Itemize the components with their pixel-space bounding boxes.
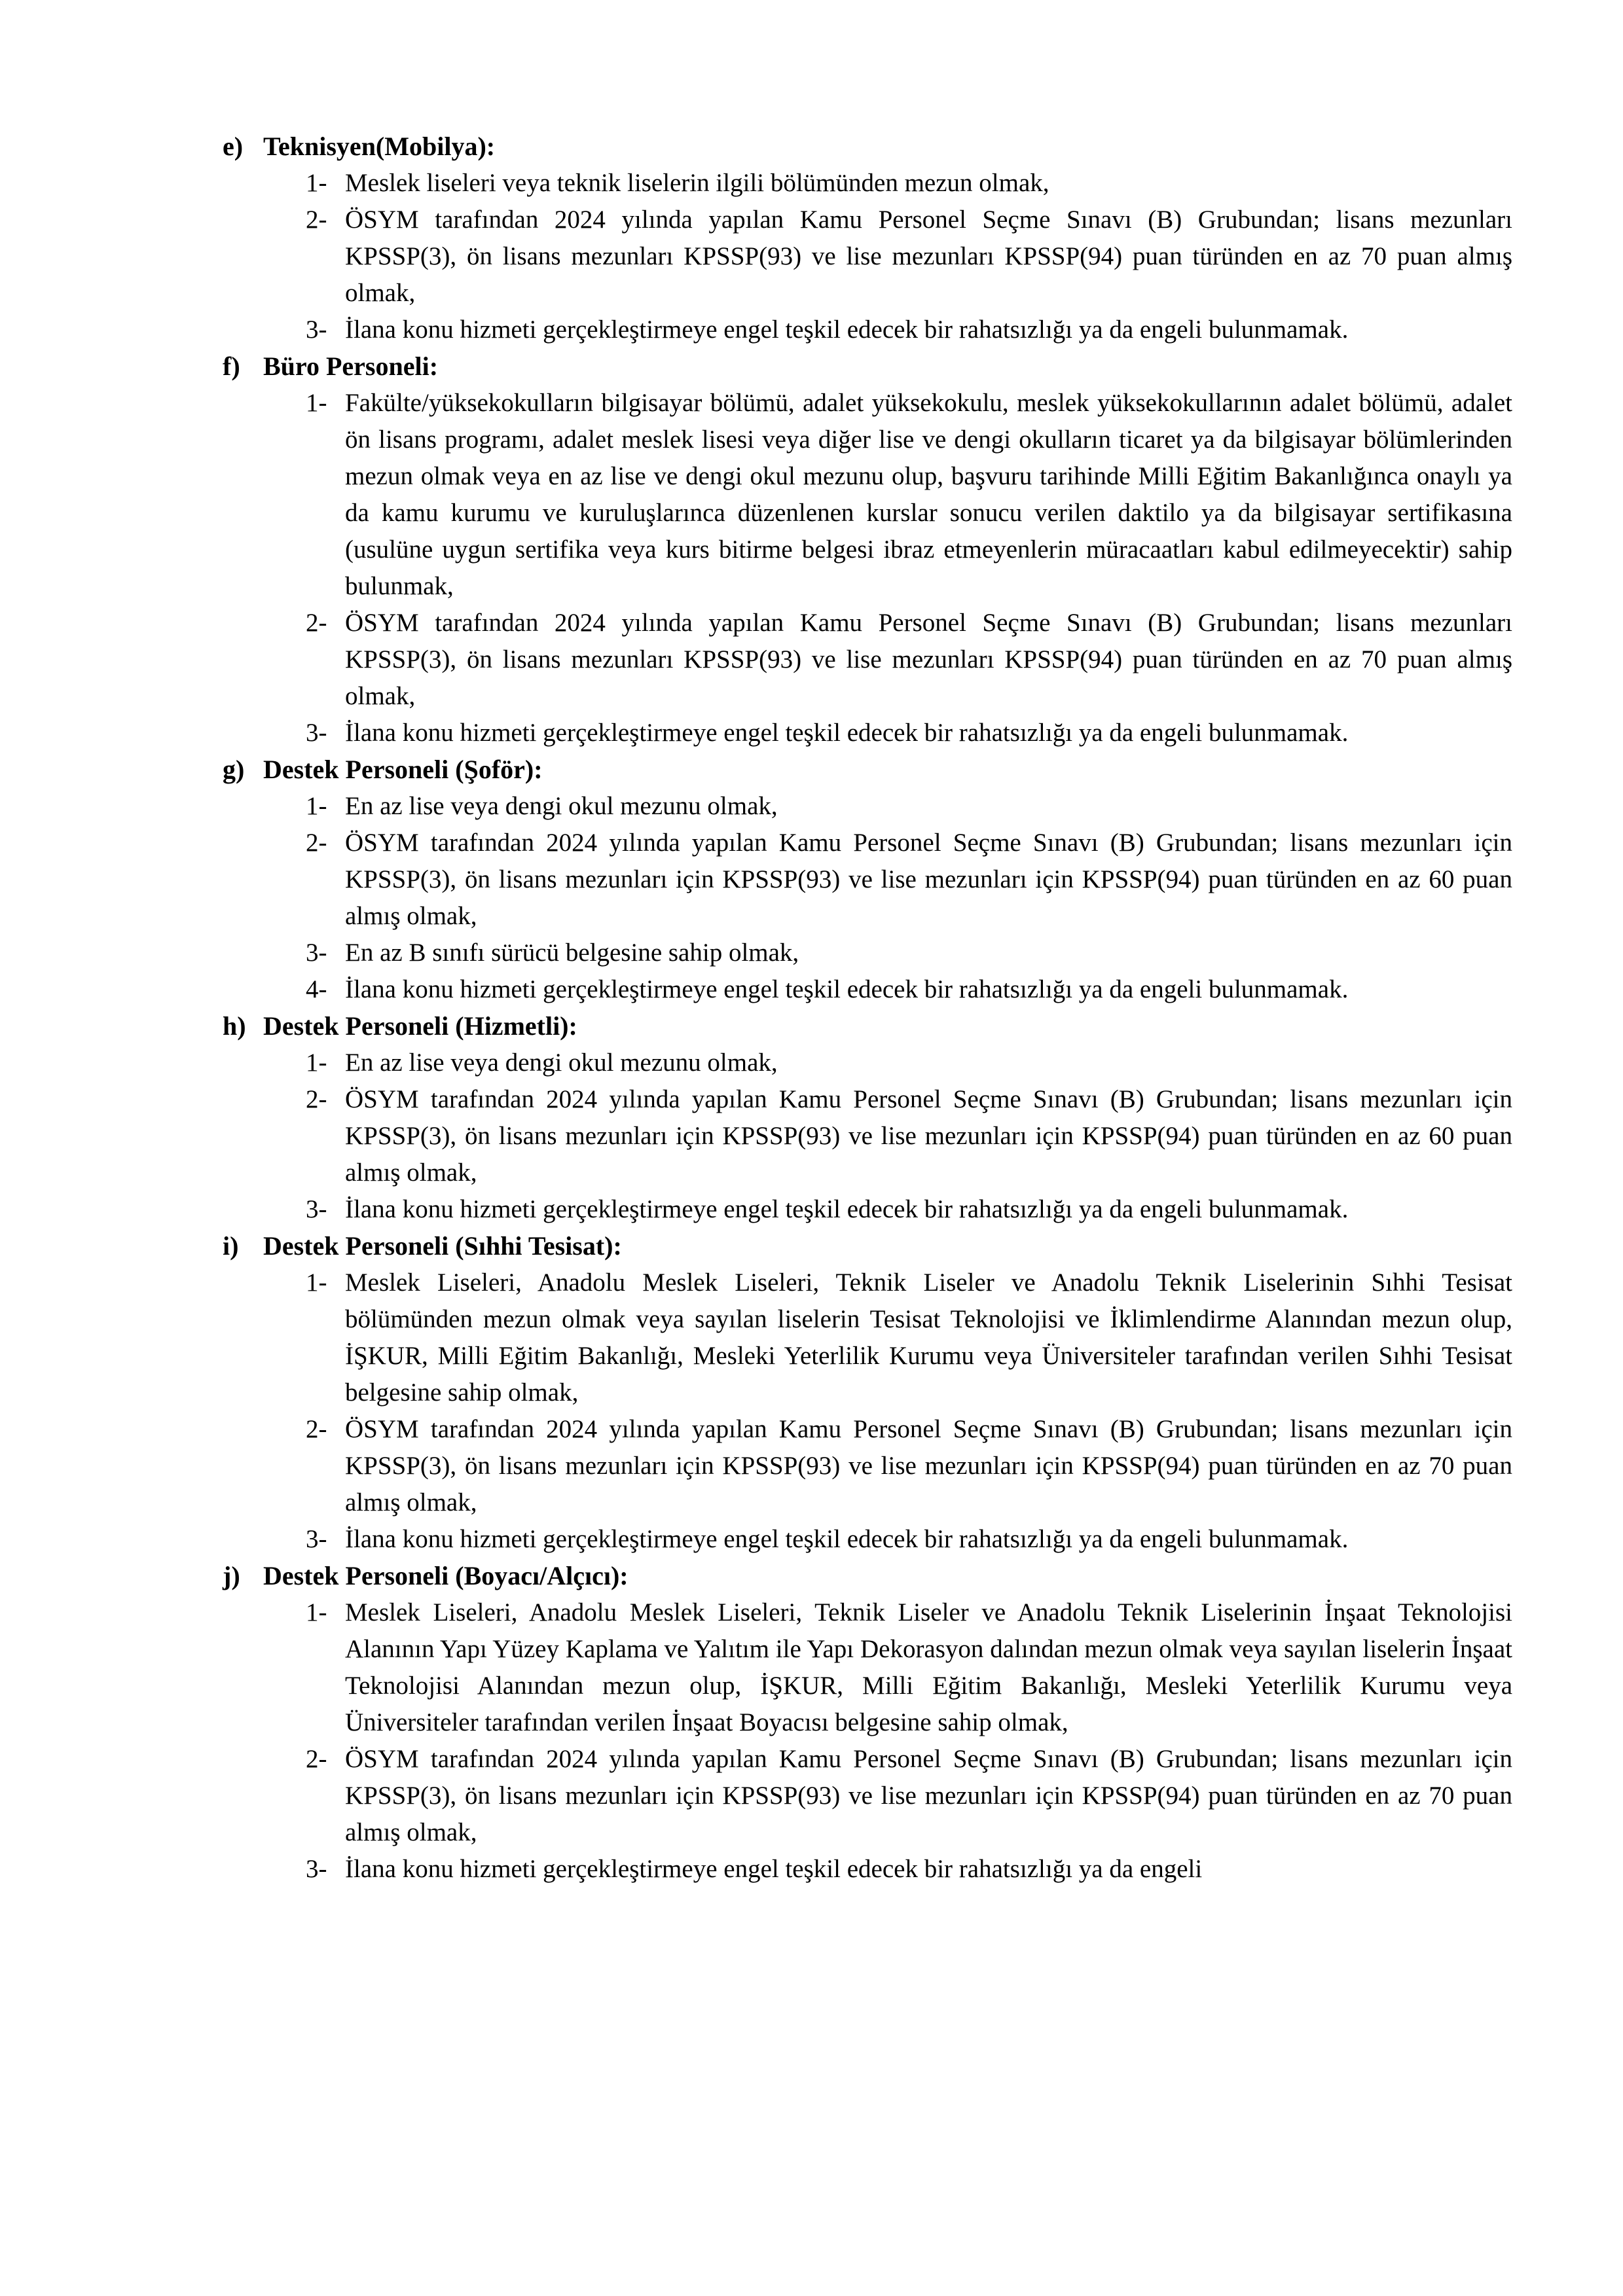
item-text: ÖSYM tarafından 2024 yılında yapılan Kamu Personel Seçme Sınavı (B) Grubundan; lisans mezunları için KPSSP(3), ön lisans mezunları için KPSSP(93) ve lise mezunları için KPSSP(94) puan türünden en az 70 puan almış olmak, xyxy=(345,1745,1512,1846)
item-marker: 3- xyxy=(306,719,327,747)
item-text: İlana konu hizmeti gerçekleştirmeye engel teşkil edecek bir rahatsızlığı ya da engeli bulunmamak. xyxy=(345,1195,1349,1223)
item-text: İlana konu hizmeti gerçekleştirmeye engel teşkil edecek bir rahatsızlığı ya da engeli bulunmamak. xyxy=(345,975,1349,1003)
item-marker: 2- xyxy=(306,1085,327,1113)
item-marker: 1- xyxy=(306,1268,327,1297)
section-title: Destek Personeli (Hizmetli): xyxy=(263,1011,577,1041)
section-heading xyxy=(223,1228,1514,1265)
section-title: Teknisyen(Mobilya): xyxy=(263,132,496,161)
item-marker: 3- xyxy=(306,1525,327,1553)
section-title: Büro Personeli: xyxy=(263,351,439,381)
section-marker: i) xyxy=(223,1231,239,1261)
requirement-list xyxy=(223,165,1514,348)
item-marker: 1- xyxy=(306,169,327,197)
requirement-item xyxy=(223,1594,1514,1741)
requirement-item xyxy=(223,165,1514,202)
item-text: En az B sınıfı sürücü belgesine sahip olmak, xyxy=(345,939,799,967)
requirement-item xyxy=(223,935,1514,971)
section-marker: g) xyxy=(223,755,245,784)
requirement-item xyxy=(223,1265,1514,1411)
section-heading xyxy=(223,348,1514,385)
section-heading xyxy=(223,1558,1514,1594)
item-text: Meslek Liseleri, Anadolu Meslek Liseleri, Teknik Liseler ve Anadolu Teknik Liselerinin İnşaat Teknolojisi Alanının Yapı Yüzey Kaplama ve Yalıtım ile Yapı Dekorasyon dalından mezun olmak veya sayılan liselerin İnşaat Teknolojisi Alanından mezun olup, İŞKUR, Milli Eğitim Bakanlığı, Mesleki Yeterlilik Kurumu veya Üniversiteler tarafından verilen İnşaat Boyacısı belgesine sahip olmak, xyxy=(345,1598,1512,1736)
item-marker: 1- xyxy=(306,389,327,417)
requirement-item xyxy=(223,1081,1514,1191)
requirement-section xyxy=(223,348,1514,751)
item-marker: 4- xyxy=(306,975,327,1003)
item-text: ÖSYM tarafından 2024 yılında yapılan Kamu Personel Seçme Sınavı (B) Grubundan; lisans mezunları KPSSP(3), ön lisans mezunları KPSSP(93) ve lise mezunları KPSSP(94) puan türünden en az 70 puan almış olmak, xyxy=(345,609,1512,710)
requirement-list xyxy=(223,788,1514,1008)
item-marker: 2- xyxy=(306,609,327,637)
item-marker: 1- xyxy=(306,1049,327,1077)
section-title: Destek Personeli (Boyacı/Alçıcı): xyxy=(263,1561,629,1590)
requirement-item xyxy=(223,715,1514,751)
item-text: Meslek Liseleri, Anadolu Meslek Liseleri, Teknik Liseler ve Anadolu Teknik Liselerinin Sıhhi Tesisat bölümünden mezun olmak veya sayılan liselerin Tesisat Teknolojisi ve İklimlendirme Alanından mezun olup, İŞKUR, Milli Eğitim Bakanlığı, Mesleki Yeterlilik Kurumu veya Üniversiteler tarafından verilen Sıhhi Tesisat belgesine sahip olmak, xyxy=(345,1268,1512,1407)
requirement-item xyxy=(223,1045,1514,1081)
item-text: İlana konu hizmeti gerçekleştirmeye engel teşkil edecek bir rahatsızlığı ya da engeli bulunmamak. xyxy=(345,719,1349,747)
document-body xyxy=(223,128,1514,1888)
requirement-section xyxy=(223,128,1514,348)
requirement-list xyxy=(223,1594,1514,1888)
requirement-item xyxy=(223,1741,1514,1851)
item-text: Fakülte/yüksekokulların bilgisayar bölümü, adalet yüksekokulu, meslek yüksekokullarının adalet bölümü, adalet ön lisans programı, adalet meslek lisesi veya diğer lise ve dengi okulların ticaret ya da bilgisayar bölümlerinden mezun olmak veya en az lise ve dengi okul mezunu olup, başvuru tarihinde Milli Eğitim Bakanlığınca onaylı ya da kamu kurumu ve kuruluşlarınca düzenlenen kurslar sonucu verilen daktilo ya da bilgisayar sertifikasına (usulüne uygun sertifika veya kurs bitirme belgesi ibraz etmeyenlerin müracaatları kabul edilmeyecektir) sahip bulunmak, xyxy=(345,389,1512,600)
requirement-list xyxy=(223,1045,1514,1228)
requirement-item xyxy=(223,825,1514,935)
section-heading xyxy=(223,128,1514,165)
item-marker: 3- xyxy=(306,315,327,344)
requirement-item xyxy=(223,971,1514,1008)
item-marker: 2- xyxy=(306,206,327,234)
item-marker: 1- xyxy=(306,1598,327,1626)
item-marker: 2- xyxy=(306,1745,327,1773)
item-text: En az lise veya dengi okul mezunu olmak, xyxy=(345,792,778,820)
item-text: İlana konu hizmeti gerçekleştirmeye engel teşkil edecek bir rahatsızlığı ya da engeli bulunmamak. xyxy=(345,1525,1349,1553)
section-heading xyxy=(223,751,1514,788)
item-marker: 2- xyxy=(306,1415,327,1443)
item-text: İlana konu hizmeti gerçekleştirmeye engel teşkil edecek bir rahatsızlığı ya da engeli xyxy=(345,1855,1203,1883)
section-marker: h) xyxy=(223,1011,246,1041)
section-title: Destek Personeli (Şoför): xyxy=(263,755,543,784)
item-marker: 3- xyxy=(306,939,327,967)
item-text: ÖSYM tarafından 2024 yılında yapılan Kamu Personel Seçme Sınavı (B) Grubundan; lisans mezunları için KPSSP(3), ön lisans mezunları için KPSSP(93) ve lise mezunları için KPSSP(94) puan türünden en az 60 puan almış olmak, xyxy=(345,829,1512,930)
requirement-item xyxy=(223,605,1514,715)
section-heading xyxy=(223,1008,1514,1045)
requirement-item xyxy=(223,788,1514,825)
requirement-item xyxy=(223,1521,1514,1558)
item-text: ÖSYM tarafından 2024 yılında yapılan Kamu Personel Seçme Sınavı (B) Grubundan; lisans mezunları için KPSSP(3), ön lisans mezunları için KPSSP(93) ve lise mezunları için KPSSP(94) puan türünden en az 70 puan almış olmak, xyxy=(345,1415,1512,1516)
section-title: Destek Personeli (Sıhhi Tesisat): xyxy=(263,1231,622,1261)
item-text: ÖSYM tarafından 2024 yılında yapılan Kamu Personel Seçme Sınavı (B) Grubundan; lisans mezunları KPSSP(3), ön lisans mezunları KPSSP(93) ve lise mezunları KPSSP(94) puan türünden en az 70 puan almış olmak, xyxy=(345,206,1512,307)
item-marker: 3- xyxy=(306,1855,327,1883)
item-marker: 2- xyxy=(306,829,327,857)
requirement-item xyxy=(223,1191,1514,1228)
item-marker: 3- xyxy=(306,1195,327,1223)
requirement-item xyxy=(223,1411,1514,1521)
requirement-list xyxy=(223,1265,1514,1558)
section-marker: e) xyxy=(223,132,244,161)
requirement-section xyxy=(223,1008,1514,1228)
item-text: İlana konu hizmeti gerçekleştirmeye engel teşkil edecek bir rahatsızlığı ya da engeli bulunmamak. xyxy=(345,315,1349,344)
item-text: ÖSYM tarafından 2024 yılında yapılan Kamu Personel Seçme Sınavı (B) Grubundan; lisans mezunları için KPSSP(3), ön lisans mezunları için KPSSP(93) ve lise mezunları için KPSSP(94) puan türünden en az 60 puan almış olmak, xyxy=(345,1085,1512,1187)
requirement-item xyxy=(223,312,1514,348)
requirement-list xyxy=(223,385,1514,751)
item-text: Meslek liseleri veya teknik liselerin ilgili bölümünden mezun olmak, xyxy=(345,169,1049,197)
item-text: En az lise veya dengi okul mezunu olmak, xyxy=(345,1049,778,1077)
section-marker: j) xyxy=(223,1561,240,1590)
requirement-section xyxy=(223,1228,1514,1558)
requirement-item xyxy=(223,385,1514,605)
requirement-item xyxy=(223,202,1514,312)
requirement-section xyxy=(223,1558,1514,1888)
item-marker: 1- xyxy=(306,792,327,820)
requirement-item xyxy=(223,1851,1514,1888)
section-marker: f) xyxy=(223,351,240,381)
requirement-section xyxy=(223,751,1514,1008)
